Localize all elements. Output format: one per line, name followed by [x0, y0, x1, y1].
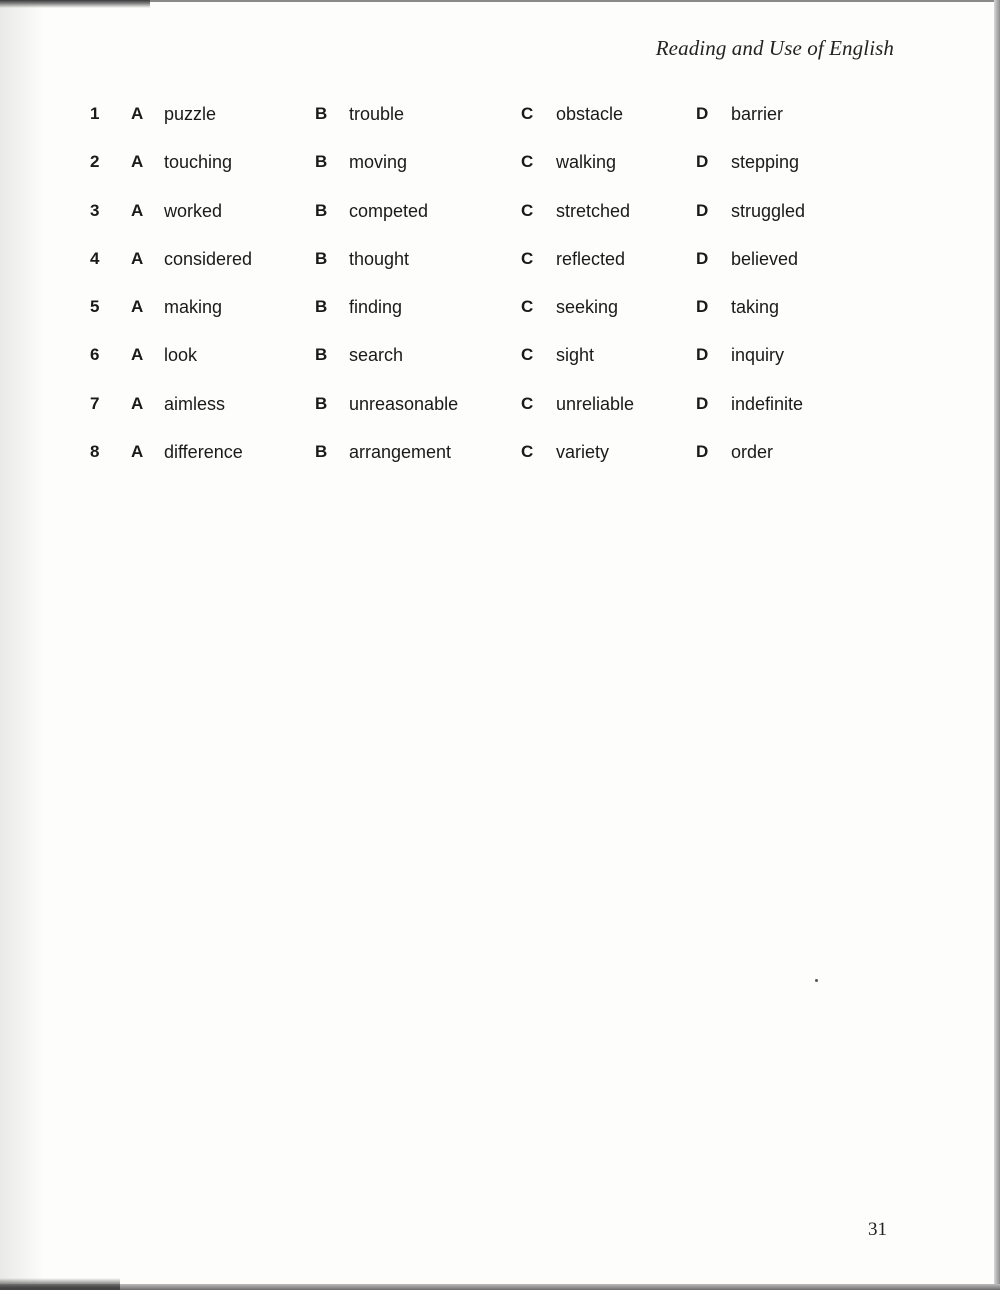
question-row	[0, 147, 1000, 177]
option-letter-c: C	[521, 152, 534, 171]
question-row	[0, 196, 1000, 226]
option-letter-a: A	[131, 297, 144, 316]
option-letter-d: D	[696, 201, 709, 220]
option-letter-b: B	[315, 442, 328, 461]
option-letter-c: C	[521, 104, 534, 123]
option-letter-b: B	[315, 249, 328, 268]
question-number: 5	[90, 297, 100, 316]
option-word-c: variety	[556, 442, 610, 462]
option-letter-c: C	[521, 297, 534, 316]
page-right-edge	[994, 0, 1000, 1290]
option-letter-d: D	[696, 394, 709, 413]
option-letter-c: C	[521, 345, 534, 364]
option-word-d: order	[731, 442, 774, 462]
option-letter-d: D	[696, 442, 709, 461]
option-letter-a: A	[131, 152, 144, 171]
option-letter-c: C	[521, 249, 534, 268]
option-letter-d: D	[696, 104, 709, 123]
option-word-a: look	[164, 345, 198, 365]
option-word-c: seeking	[556, 297, 619, 317]
question-number: 6	[90, 345, 100, 364]
page-top-corner	[0, 0, 150, 8]
question-number: 3	[90, 201, 100, 220]
question-row	[0, 99, 1000, 129]
option-letter-b: B	[315, 201, 328, 220]
question-number: 8	[90, 442, 100, 461]
question-row	[0, 244, 1000, 274]
option-letter-b: B	[315, 152, 328, 171]
option-letter-b: B	[315, 345, 328, 364]
page-bottom-edge	[0, 1284, 1000, 1290]
option-word-c: obstacle	[556, 104, 624, 124]
option-letter-b: B	[315, 104, 328, 123]
page-bottom-corner	[0, 1278, 120, 1290]
option-word-d: believed	[731, 249, 799, 269]
option-word-a: aimless	[164, 394, 226, 414]
running-head: Reading and Use of English	[655, 36, 894, 60]
option-word-c: stretched	[556, 201, 631, 221]
option-word-d: struggled	[731, 201, 806, 221]
question-row	[0, 292, 1000, 322]
option-word-b: moving	[349, 152, 408, 172]
option-word-c: sight	[556, 345, 595, 365]
option-word-b: arrangement	[349, 442, 452, 462]
option-word-b: search	[349, 345, 404, 365]
question-row	[0, 340, 1000, 370]
option-word-a: puzzle	[164, 104, 217, 124]
option-word-c: reflected	[556, 249, 626, 269]
question-number: 7	[90, 394, 100, 413]
option-word-d: taking	[731, 297, 780, 317]
scan-speck	[815, 979, 818, 982]
question-number: 4	[90, 249, 100, 268]
page-number: 31	[868, 1219, 887, 1240]
option-letter-b: B	[315, 394, 328, 413]
option-letter-a: A	[131, 442, 144, 461]
option-letter-c: C	[521, 201, 534, 220]
option-word-b: trouble	[349, 104, 405, 124]
option-letter-a: A	[131, 345, 144, 364]
option-word-c: walking	[556, 152, 617, 172]
option-word-b: finding	[349, 297, 403, 317]
binding-edge-shadow	[0, 0, 44, 1290]
option-letter-c: C	[521, 394, 534, 413]
option-word-b: unreasonable	[349, 394, 459, 414]
page-top-edge	[0, 0, 1000, 2]
option-letter-a: A	[131, 201, 144, 220]
question-number: 2	[90, 152, 100, 171]
option-letter-d: D	[696, 345, 709, 364]
question-number: 1	[90, 104, 100, 123]
option-letter-c: C	[521, 442, 534, 461]
question-row	[0, 389, 1000, 419]
option-letter-a: A	[131, 104, 144, 123]
option-word-a: making	[164, 297, 223, 317]
option-word-a: worked	[164, 201, 223, 221]
option-word-b: thought	[349, 249, 410, 269]
option-word-d: indefinite	[731, 394, 804, 414]
option-letter-d: D	[696, 297, 709, 316]
option-letter-d: D	[696, 152, 709, 171]
question-row	[0, 437, 1000, 467]
option-word-a: touching	[164, 152, 233, 172]
option-letter-a: A	[131, 394, 144, 413]
option-word-d: barrier	[731, 104, 784, 124]
option-word-c: unreliable	[556, 394, 635, 414]
option-word-b: competed	[349, 201, 429, 221]
option-word-d: stepping	[731, 152, 800, 172]
option-word-a: considered	[164, 249, 253, 269]
option-word-d: inquiry	[731, 345, 785, 365]
option-letter-b: B	[315, 297, 328, 316]
option-word-a: difference	[164, 442, 243, 462]
option-letter-a: A	[131, 249, 144, 268]
option-letter-d: D	[696, 249, 709, 268]
